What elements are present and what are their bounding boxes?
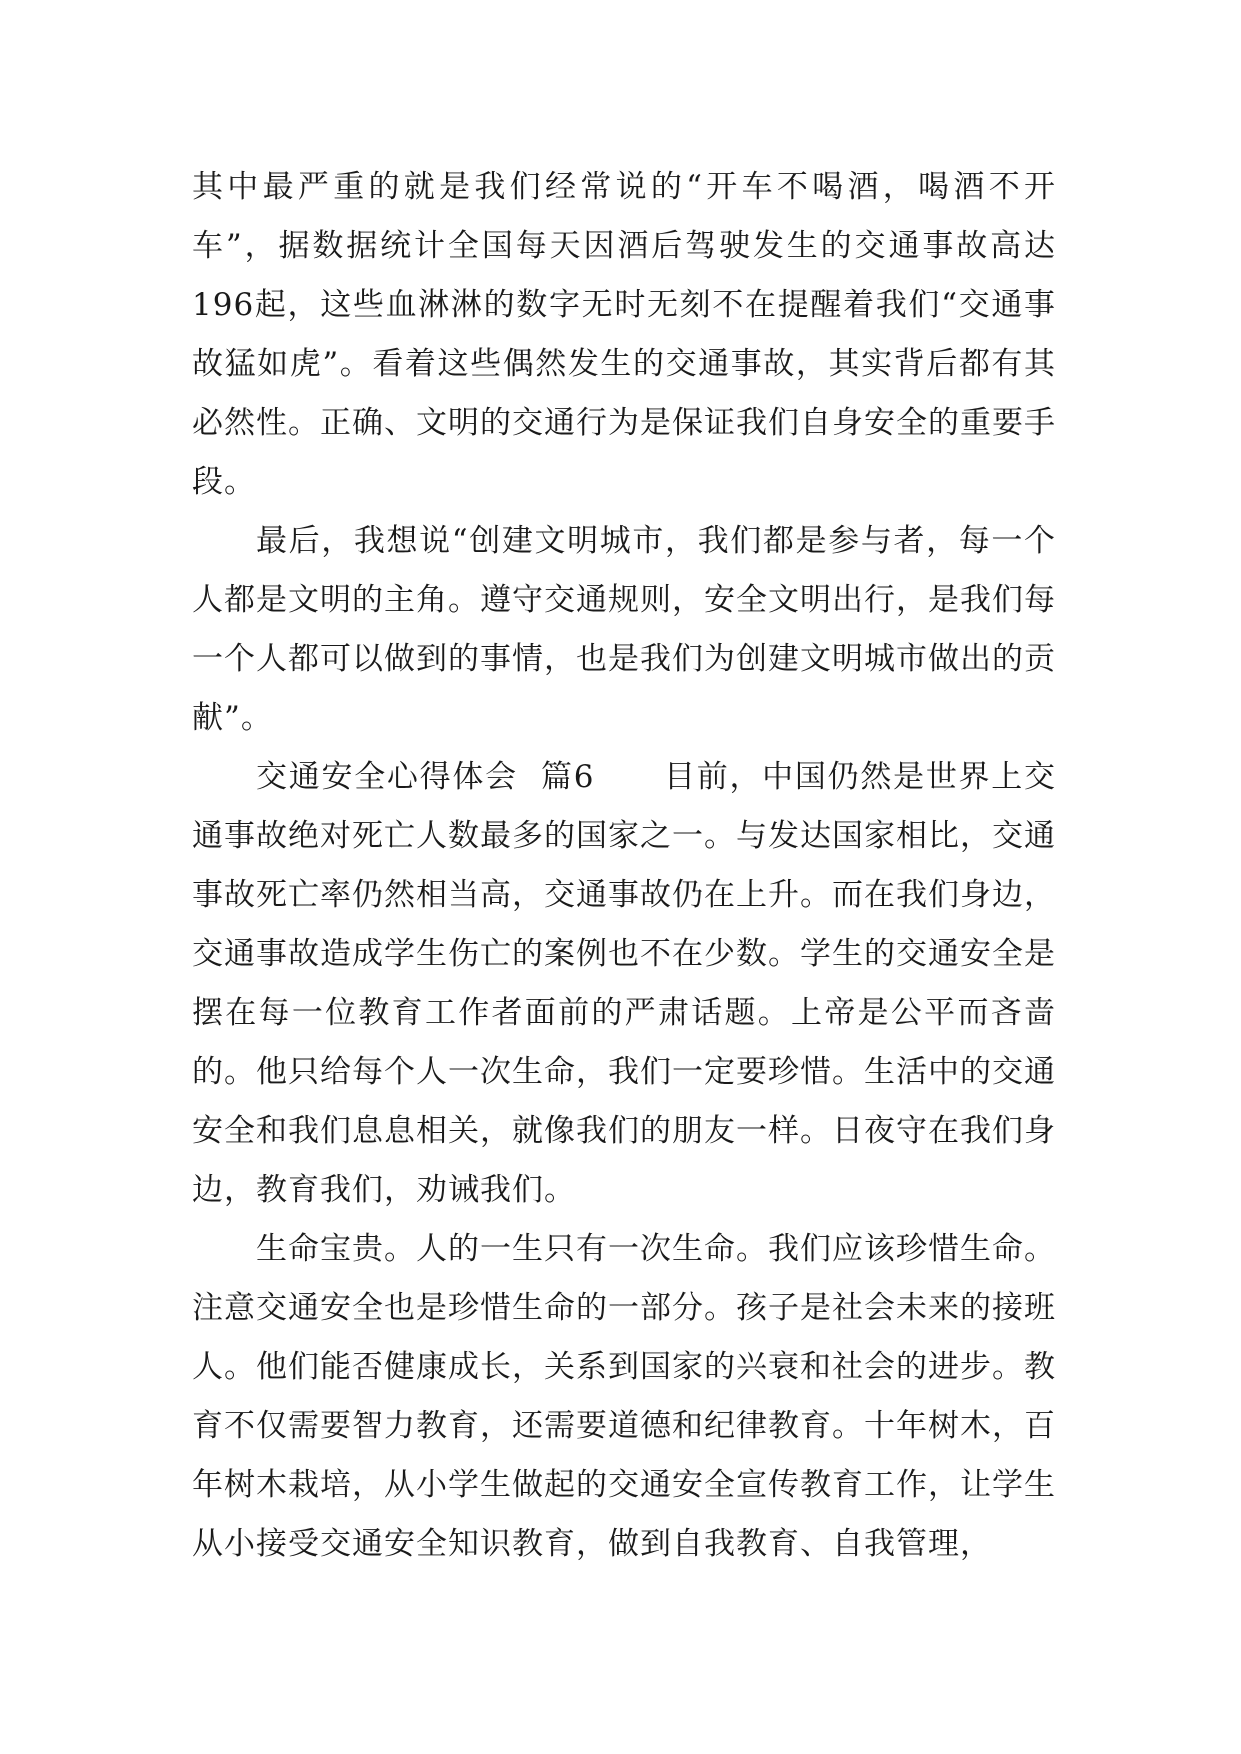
paragraph-text: 最后，我想说“创建文明城市，我们都是参与者，每一个人都是文明的主角。遵守交通规则，安全文明出行，是我们每一个人都可以做到的事情，也是我们为创建文明城市做出的贡献”。: [192, 523, 1056, 736]
paragraph-text: 生命宝贵。人的一生只有一次生命。我们应该珍惜生命。注意交通安全也是珍惜生命的一部分。孩子是社会未来的接班人。他们能否健康成长，关系到国家的兴衰和社会的进步。教育不仅需要智力教育，还需要道德和纪律教育。十年树木，百年树木栽培，从小学生做起的交通安全宣传教育工作，让学生从小接受交通安全知识教育，做到自我教育、自我管理，: [192, 1231, 1056, 1562]
paragraph-drunk-driving: [192, 158, 1056, 512]
paragraph-section-6: [192, 748, 1056, 1220]
paragraph-text: 其中最严重的就是我们经常说的“开车不喝酒，喝酒不开车”，据数据统计全国每天因酒后驾驶发生的交通事故高达196起，这些血淋淋的数字无时无刻不在提醒着我们“交通事故猛如虎”。看着这些偶然发生的交通事故，其实背后都有其必然性。正确、文明的交通行为是保证我们自身安全的重要手段。: [192, 169, 1056, 500]
paragraph-life-precious: [192, 1220, 1056, 1574]
paragraph-civilized-city: [192, 512, 1056, 748]
section-heading: 交通安全心得体会 篇6: [256, 759, 595, 795]
heading-gap: [594, 759, 664, 795]
document-body: [192, 158, 1056, 1574]
paragraph-text: 目前，中国仍然是世界上交通事故绝对死亡人数最多的国家之一。与发达国家相比，交通事故死亡率仍然相当高，交通事故仍在上升。而在我们身边，交通事故造成学生伤亡的案例也不在少数。学生的交通安全是摆在每一位教育工作者面前的严肃话题。上帝是公平而吝啬的。他只给每个人一次生命，我们一定要珍惜。生活中的交通安全和我们息息相关，就像我们的朋友一样。日夜守在我们身边，教育我们，劝诫我们。: [192, 759, 1057, 1208]
